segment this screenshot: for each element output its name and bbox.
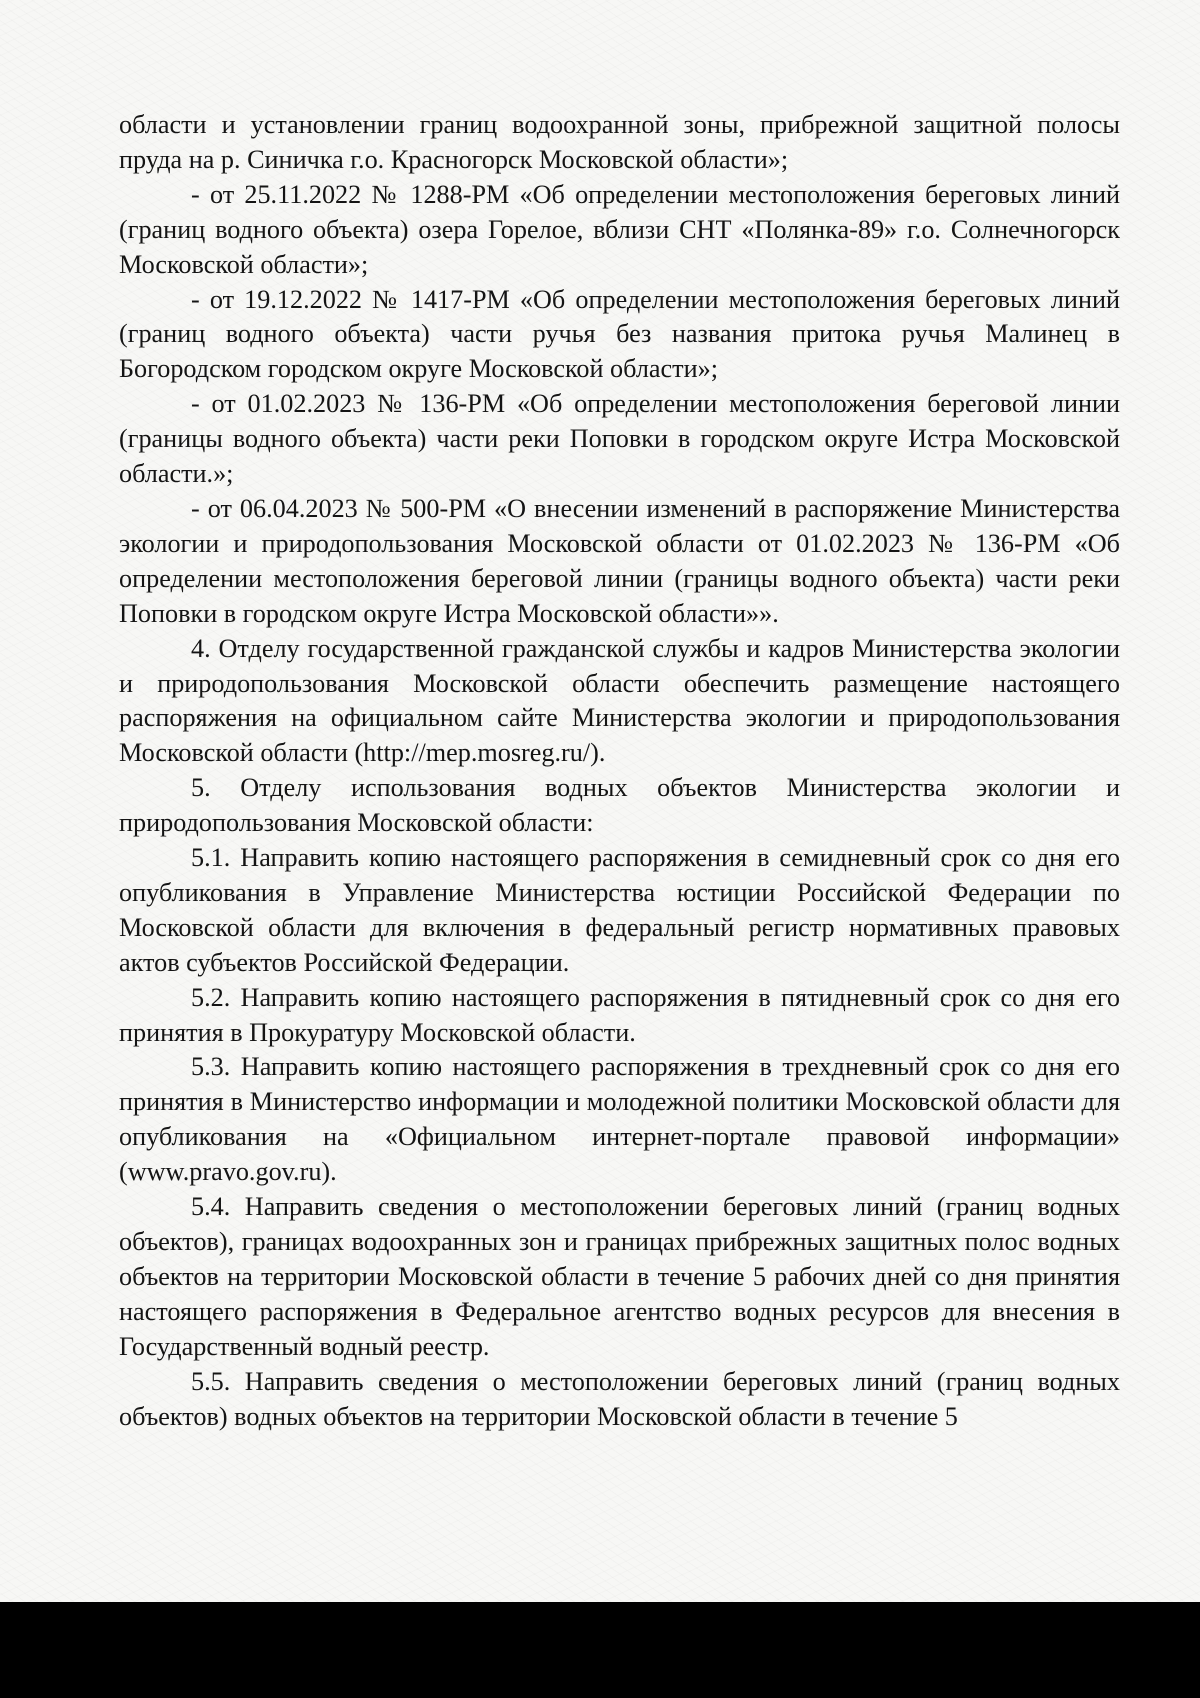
paragraph-order-136: - от 01.02.2023 № 136-РМ «Об определении местоположения береговой линии (границы водного объекта) части реки Поповки в городском округе Истра Московской области.»; (119, 389, 1120, 489)
paragraph-item-5-4: 5.4. Направить сведения о местоположении береговых линий (границ водных объектов), границах водоохранных зон и границах прибрежных защитных полос водных объектов на территории Московской области в течение 5 рабочих дней со дня принятия настоящего распоряжения в Федеральное агентство водных ресурсов для внесения в Государственный водный реестр. (119, 1192, 1120, 1361)
scan-bottom-border (0, 1602, 1200, 1698)
paragraph-item-5-2: 5.2. Направить копию настоящего распоряжения в пятидневный срок со дня его принятия в Прокуратуру Московской области. (119, 982, 1120, 1047)
paragraph-item-5: 5. Отделу использования водных объектов Министерства экологии и природопользования Московской области: (119, 773, 1120, 838)
paragraph-item-5-1: 5.1. Направить копию настоящего распоряжения в семидневный срок со дня его опубликования в Управление Министерства юстиции Российской Федерации по Московской области для включения в федеральный регистр нормативных правовых актов субъектов Российской Федерации. (119, 843, 1120, 977)
document-body (119, 108, 1120, 1434)
paragraph-continuation: области и установлении границ водоохранной зоны, прибрежной защитной полосы пруда на р. Синичка г.о. Красногорск Московской области»; (119, 110, 1120, 174)
paragraph-item-5-3: 5.3. Направить копию настоящего распоряжения в трехдневный срок со дня его принятия в Министерство информации и молодежной политики Московской области для опубликования на «Официальном интернет-портале правовой информации» (www.pravo.gov.ru). (119, 1052, 1120, 1187)
paragraph-order-1288: - от 25.11.2022 № 1288-РМ «Об определении местоположения береговых линий (границ водного объекта) озера Горелое, вблизи СНТ «Полянка-89» г.о. Солнечногорск Московской области»; (119, 179, 1120, 279)
paragraph-order-1417: - от 19.12.2022 № 1417-РМ «Об определении местоположения береговых линий (границ водного объекта) части ручья без названия притока ручья Малинец в Богородском городском округе Московской области»; (119, 284, 1120, 384)
paragraph-item-5-5: 5.5. Направить сведения о местоположении береговых линий (границ водных объектов) водных объектов на территории Московской области в течение 5 (119, 1366, 1120, 1431)
paragraph-item-4: 4. Отделу государственной гражданской службы и кадров Министерства экологии и природопользования Московской области обеспечить размещение настоящего распоряжения на официальном сайте Министерства экологии и природопользования Московской области (http://mep.mosreg.ru/). (119, 633, 1120, 768)
paragraph-order-500: - от 06.04.2023 № 500-РМ «О внесении изменений в распоряжение Министерства экологии и природопользования Московской области от 01.02.2023 № 136-РМ «Об определении местоположения береговой линии (границы водного объекта) части реки Поповки в городском округе Истра Московской области»». (119, 493, 1120, 628)
